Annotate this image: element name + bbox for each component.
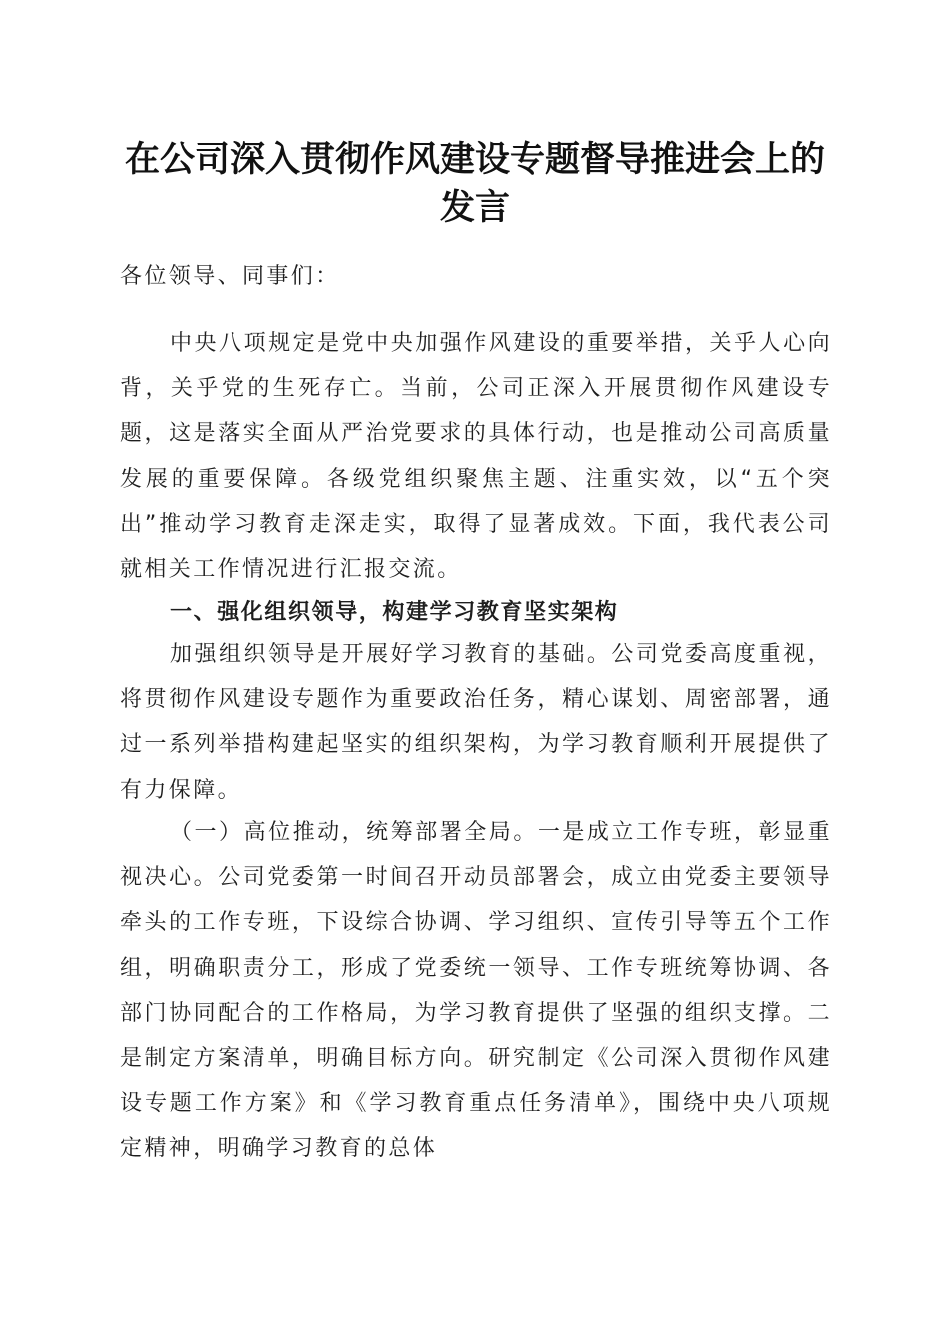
section-1-item-1-paragraph: （一）高位推动，统筹部署全局。一是成立工作专班，彰显重视决心。公司党委第一时间召开动员部署会，成立由党委主要领导牵头的工作专班，下设综合协调、学习组织、宣传引导等五个工作组，明确职责分工，形成了党委统一领导、工作专班统筹协调、各部门协同配合的工作格局，为学习教育提供了坚强的组织支撑。二是制定方案清单，明确目标方向。研究制定《公司深入贯彻作风建设专题工作方案》和《学习教育重点任务清单》，围绕中央八项规定精神，明确学习教育的总体 (120, 820, 832, 1162)
section-heading-1: 一、强化组织领导，构建学习教育坚实架构 (170, 600, 619, 625)
salutation: 各位领导、同事们： (120, 264, 340, 289)
section-1-intro-paragraph: 加强组织领导是开展好学习教育的基础。公司党委高度重视，将贯彻作风建设专题作为重要政治任务，精心谋划、周密部署，通过一系列举措构建起坚实的组织架构，为学习教育顺利开展提供了有力保障。 (120, 642, 832, 803)
intro-paragraph: 中央八项规定是党中央加强作风建设的重要举措，关乎人心向背，关乎党的生死存亡。当前，公司正深入开展贯彻作风建设专题，这是落实全面从严治党要求的具体行动，也是推动公司高质量发展的重要保障。各级党组织聚焦主题、注重实效，以“五个突出”推动学习教育走深走实，取得了显著成效。下面，我代表公司就相关工作情况进行汇报交流。 (120, 331, 832, 583)
document-title-line-2: 发言 (439, 187, 510, 228)
document-title-line-1: 在公司深入贯彻作风建设专题督导推进会上的 (124, 139, 825, 180)
